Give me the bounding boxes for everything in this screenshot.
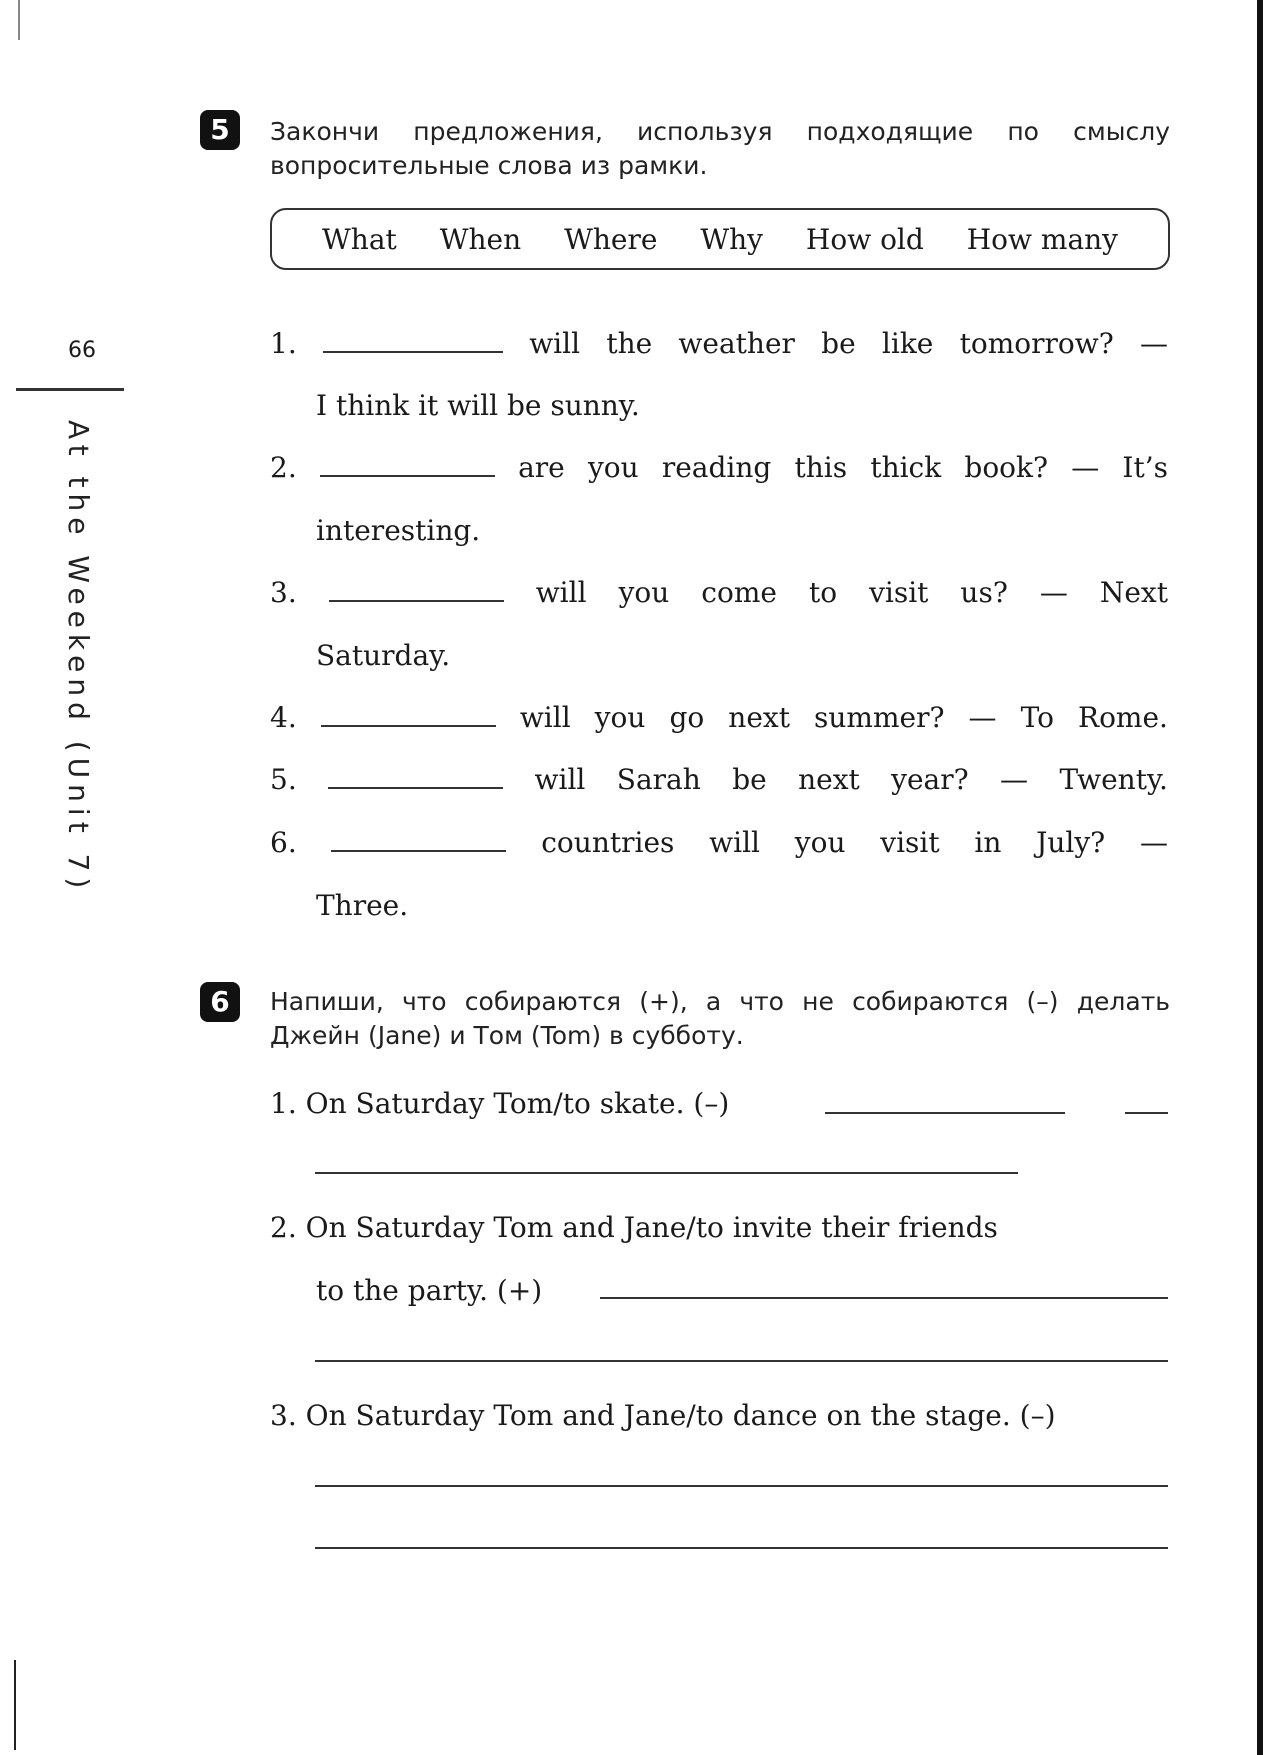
item-number: 1. [270, 327, 297, 360]
word-box [270, 208, 1170, 270]
exercise-6-badge: 6 [200, 982, 240, 1022]
word-box-item: Why [700, 222, 763, 256]
item-number: 1. [270, 1087, 297, 1120]
item-text: On Saturday Tom/to skate. (–) [305, 1087, 730, 1120]
answer-line[interactable] [315, 1360, 1168, 1362]
exercise-5-badge: 5 [200, 110, 240, 150]
word-box-item: How old [805, 222, 924, 256]
exercise-5-item-6-cont: Three. [316, 889, 409, 922]
item-number: 2. [270, 451, 297, 484]
exercise-6-instruction: Напиши, что собираются (+), а что не собираются (–) делать Джейн (Jane) и Том (Tom) в субботу. [270, 987, 1170, 1050]
word-box-item: How many [966, 222, 1118, 256]
margin-mark [14, 1660, 16, 1750]
item-text: On Saturday Tom and Jane/to dance on the stage. (–) [305, 1399, 1056, 1432]
exercise-5-item-5: 5. will Sarah be next year? — Twenty. [270, 763, 1168, 796]
exercise-5-item-3: 3. will you come to visit us? — Next [270, 576, 1168, 609]
answer-blank[interactable] [323, 351, 503, 353]
answer-line[interactable] [1125, 1112, 1168, 1114]
margin-mark [18, 0, 20, 40]
answer-blank[interactable] [321, 725, 496, 727]
answer-line[interactable] [315, 1547, 1168, 1549]
running-head: At the Weekend (Unit 7) [62, 420, 95, 895]
exercise-5-item-2-cont: interesting. [316, 514, 481, 547]
item-text: On Saturday Tom and Jane/to invite their friends [305, 1211, 998, 1244]
exercise-5-instruction: Закончи предложения, используя подходящие по смыслу вопросительные слова из рамки. [270, 117, 1170, 180]
answer-blank[interactable] [328, 787, 503, 789]
item-number: 3. [270, 1399, 297, 1432]
item-number: 2. [270, 1211, 297, 1244]
word-box-item: When [439, 222, 522, 256]
answer-blank[interactable] [331, 850, 506, 852]
exercise-6-item-2 [270, 1210, 1168, 1246]
exercise-5-item-1-cont: I think it will be sunny. [316, 389, 640, 422]
answer-line[interactable] [825, 1112, 1065, 1114]
item-number: 6. [270, 826, 297, 859]
page-edge-rule [1257, 0, 1263, 1755]
exercise-5-item-3-cont: Saturday. [316, 639, 451, 672]
item-number: 4. [270, 701, 297, 734]
exercise-6-item-2-cont: to the party. (+) [316, 1274, 543, 1307]
exercise-5-item-6: 6. countries will you visit in July? — [270, 826, 1168, 859]
exercise-5-item-2: 2. are you reading this thick book? — It’s [270, 451, 1168, 484]
answer-blank[interactable] [329, 600, 504, 602]
word-box-item: What [322, 222, 397, 256]
exercise-6-item-1 [270, 1086, 729, 1122]
answer-blank[interactable] [320, 475, 495, 477]
item-number: 5. [270, 763, 297, 796]
answer-line[interactable] [315, 1172, 1018, 1174]
word-box-item: Where [564, 222, 658, 256]
exercise-6-item-3 [270, 1398, 1168, 1434]
page-number: 66 [68, 338, 96, 363]
answer-line[interactable] [315, 1485, 1168, 1487]
answer-line[interactable] [600, 1297, 1168, 1299]
exercise-5-item-1: 1. will the weather be like tomorrow? — [270, 327, 1168, 360]
exercise-5-item-4: 4. will you go next summer? — To Rome. [270, 701, 1168, 734]
page-number-rule [16, 388, 124, 391]
item-number: 3. [270, 576, 297, 609]
